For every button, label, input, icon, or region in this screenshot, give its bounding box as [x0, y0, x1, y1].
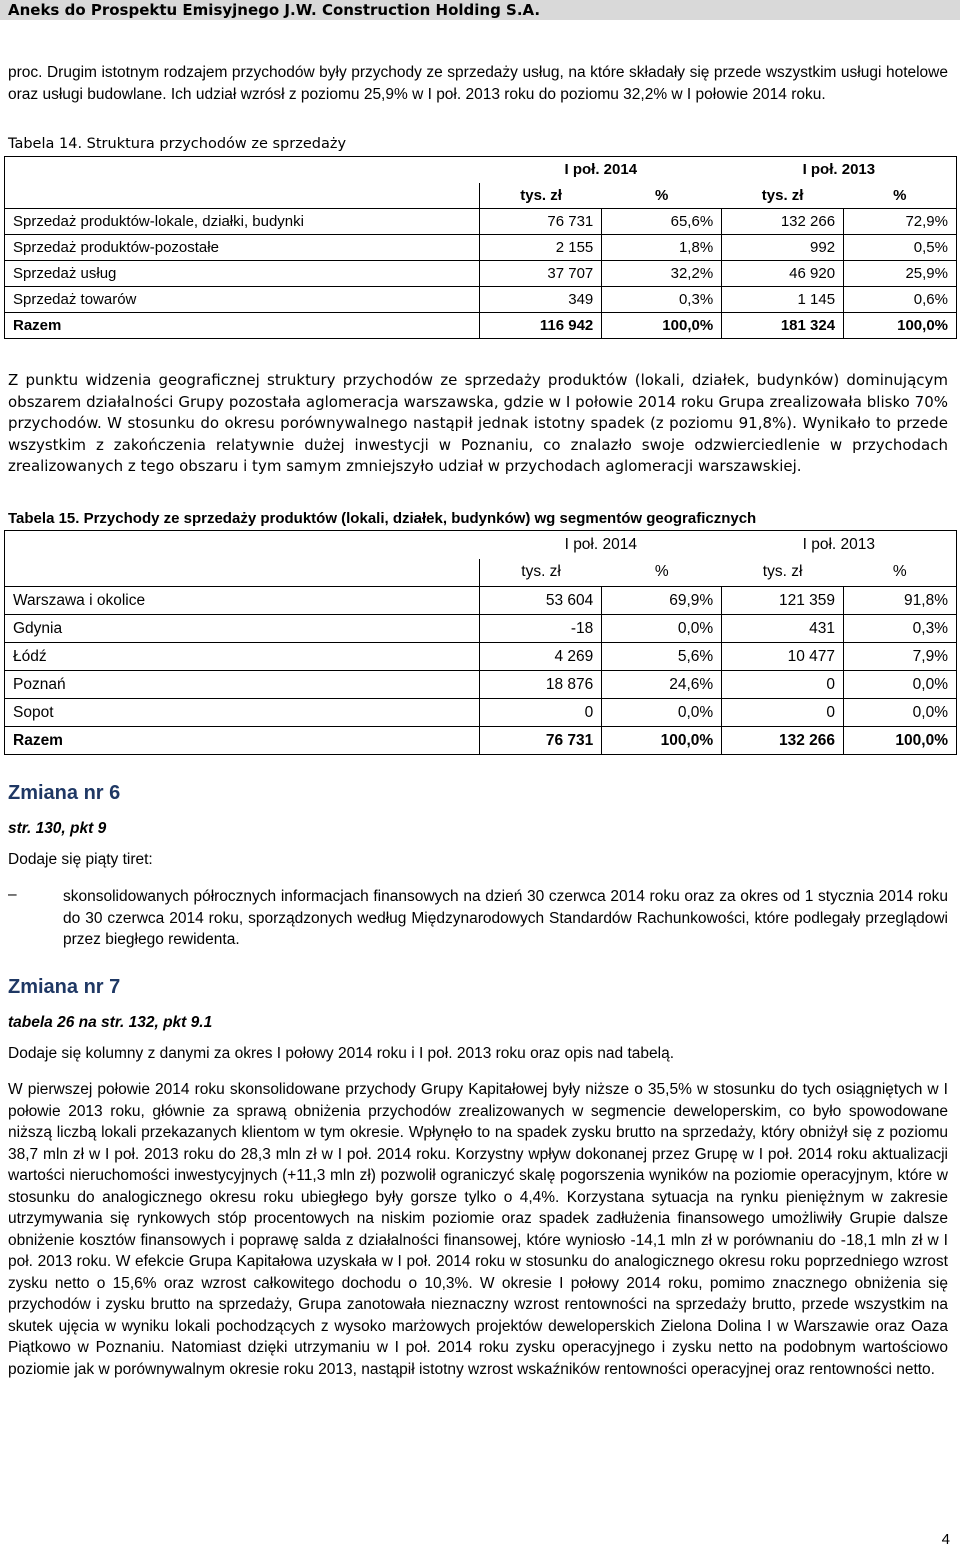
cell: 5,6%: [602, 643, 722, 671]
unit-header: tys. zł: [480, 183, 602, 209]
change7-heading: Zmiana nr 7: [8, 976, 121, 998]
table-total-row: [5, 727, 957, 755]
row-label: Warszawa i okolice: [5, 587, 480, 615]
cell: 25,9%: [844, 261, 957, 287]
pct-header: %: [602, 559, 722, 587]
change7-ref: tabela 26 na str. 132, pkt 9.1: [8, 1014, 213, 1031]
cell: -18: [480, 615, 602, 643]
cell: 76 731: [480, 209, 602, 235]
cell: 181 324: [722, 313, 844, 339]
cell: 100,0%: [602, 313, 722, 339]
cell: 32,2%: [602, 261, 722, 287]
cell: 0: [722, 671, 844, 699]
table14-caption: Tabela 14. Struktura przychodów ze sprzedaży: [8, 136, 347, 152]
cell: 992: [722, 235, 844, 261]
cell: 0,3%: [844, 615, 957, 643]
table-header-row: [5, 183, 957, 209]
cell: 69,9%: [602, 587, 722, 615]
cell: 0,0%: [602, 615, 722, 643]
cell: 349: [480, 287, 602, 313]
cell: 100,0%: [844, 313, 957, 339]
table-row: [5, 287, 957, 313]
table-total-row: [5, 313, 957, 339]
table-row: [5, 699, 957, 727]
table-row: [5, 615, 957, 643]
pct-header: %: [844, 559, 957, 587]
cell: 1,8%: [602, 235, 722, 261]
change6-item: skonsolidowanych półrocznych informacjach finansowych na dzień 30 czerwca 2014 roku oraz za okres od 1 stycznia 2014 roku do 30 czerwca 2014 roku, sporządzonych według Międzynarodowych Standardów Rachunkowości, które podlegały przeglądowi przez biegłego rewidenta.: [63, 888, 948, 948]
cell: 100,0%: [602, 727, 722, 755]
cell: 0,6%: [844, 287, 957, 313]
table-row: [5, 261, 957, 287]
unit-header: tys. zł: [722, 183, 844, 209]
cell: 10 477: [722, 643, 844, 671]
change6-heading: Zmiana nr 6: [8, 782, 121, 804]
document-header: [0, 0, 960, 20]
change6-intro: Dodaje się piąty tiret:: [8, 851, 153, 868]
cell: 0: [480, 699, 602, 727]
table-row: [5, 209, 957, 235]
cell: 4 269: [480, 643, 602, 671]
row-label: Razem: [5, 727, 480, 755]
pct-header: %: [602, 183, 722, 209]
table-header-row: [5, 531, 957, 559]
cell: 2 155: [480, 235, 602, 261]
pct-header: %: [844, 183, 957, 209]
cell: 24,6%: [602, 671, 722, 699]
cell: 0,0%: [844, 699, 957, 727]
period-header: I poł. 2014: [480, 157, 722, 183]
row-label: Razem: [5, 313, 480, 339]
cell: 53 604: [480, 587, 602, 615]
header-title: Aneks do Prospektu Emisyjnego J.W. Construction Holding S.A.: [8, 1, 541, 19]
unit-header: tys. zł: [480, 559, 602, 587]
period-header: I poł. 2014: [480, 531, 722, 559]
cell: 72,9%: [844, 209, 957, 235]
change6-ref: str. 130, pkt 9: [8, 820, 107, 837]
cell: 91,8%: [844, 587, 957, 615]
cell: 100,0%: [844, 727, 957, 755]
cell: 46 920: [722, 261, 844, 287]
cell: 0,5%: [844, 235, 957, 261]
table-15: [4, 530, 957, 755]
row-label: Sprzedaż towarów: [5, 287, 480, 313]
cell: 76 731: [480, 727, 602, 755]
cell: 7,9%: [844, 643, 957, 671]
table15-caption: Tabela 15. Przychody ze sprzedaży produktów (lokali, działek, budynków) wg segmentów geograficznych: [8, 510, 757, 527]
cell: 121 359: [722, 587, 844, 615]
cell: 116 942: [480, 313, 602, 339]
change7-body: W pierwszej połowie 2014 roku skonsolidowane przychody Grupy Kapitałowej były niższe o 35,5% w stosunku do tych osiągniętych w I połowie 2013 roku, głównie za sprawą obniżenia przychodów zrealizowanych w segmencie deweloperskim, co było spowodowane niższą liczbą lokali przekazanych klientom w tym okresie. Wpłynęło to na spadek zysku brutto na sprzedaży, który obniżył się z poziomu 38,7 mln zł w I poł. 2013 roku do 28,3 mln zł w I poł. 2014 roku. Korzystny wpływ dokonanej przez Grupę w I poł. 2014 roku aktualizacji wartości nieruchomości inwestycyjnych (+11,3 mln zł) pozwolił ograniczyć skalę pogorszenia wyników na poziomie operacyjnym, które w stosunku do analogicznego okresu roku ubiegłego były gorsze tylko o 4,4%. Korzystana sytuacja na rynku pieniężnym w zakresie utrzymywania się rynkowych stóp procentowych na niskim poziomie oraz spadek zadłużenia finansowego umożliwiły Grupie dalsze obniżenie kosztów finansowych i poprawę salda z działalności finansowej, które wyniosło -14,1 mln zł w porównaniu do -18,1 mln zł w I poł. 2013 roku. W efekcie Grupa Kapitałowa uzyskała w I poł. 2014 roku w stosunku do analogicznego okresu roku poprzedniego wzrost zysku netto o 15,6% oraz wzrost całkowitego dochodu o 10,3%. W okresie I połowy 2014 roku, pomimo znacznego obniżenia się przychodów i zysku brutto na sprzedaży, Grupa zanotowała nieznaczny wzrost rentowności na sprzedaży brutto, przede wszystkim na skutek ujęcia w wyniku lokali pochodzących z wysoko marżowych projektów deweloperskich Zielona Dolina I w Warszawie oraz Oaza Piątkowo w Poznaniu. Natomiast dzięki utrzymaniu w I poł. 2014 roku zysku operacyjnego i zysku netto na podobnym wartościowo poziomie jak w porównywalnym okresie roku 2013, nastąpił istotny wzrost wskaźników rentowności operacyjnej oraz rentowności netto.: [8, 1081, 948, 1378]
cell: 0: [722, 699, 844, 727]
row-label: Łódź: [5, 643, 480, 671]
cell: 65,6%: [602, 209, 722, 235]
intro-paragraph: proc. Drugim istotnym rodzajem przychodów były przychody ze sprzedaży usług, na które składały się przede wszystkim usługi hotelowe oraz usługi budowlane. Ich udział wzrósł z poziomu 25,9% w I poł. 2013 roku do poziomu 32,2% w I połowie 2014 roku.: [8, 64, 948, 103]
dash-bullet: –: [8, 886, 17, 903]
table-row: [5, 643, 957, 671]
page-number: 4: [941, 1531, 950, 1548]
table-header-row: [5, 559, 957, 587]
cell: 0,0%: [602, 699, 722, 727]
period-header: I poł. 2013: [722, 157, 957, 183]
table-header-row: [5, 157, 957, 183]
cell: 37 707: [480, 261, 602, 287]
row-label: Sprzedaż usług: [5, 261, 480, 287]
row-label: Sopot: [5, 699, 480, 727]
row-label: Sprzedaż produktów-pozostałe: [5, 235, 480, 261]
table-row: [5, 671, 957, 699]
row-label: Gdynia: [5, 615, 480, 643]
cell: 0,3%: [602, 287, 722, 313]
cell: 132 266: [722, 727, 844, 755]
cell: 0,0%: [844, 671, 957, 699]
row-label: Poznań: [5, 671, 480, 699]
table-row: [5, 235, 957, 261]
table-row: [5, 587, 957, 615]
change7-intro: Dodaje się kolumny z danymi za okres I połowy 2014 roku i I poł. 2013 roku oraz opis nad tabelą.: [8, 1045, 675, 1062]
cell: 18 876: [480, 671, 602, 699]
cell: 431: [722, 615, 844, 643]
period-header: I poł. 2013: [722, 531, 957, 559]
cell: 132 266: [722, 209, 844, 235]
table-14: [4, 156, 957, 339]
unit-header: tys. zł: [722, 559, 844, 587]
cell: 1 145: [722, 287, 844, 313]
geo-paragraph: Z punktu widzenia geograficznej struktury przychodów ze sprzedaży produktów (lokali, działek, budynków) dominującym obszarem działalności Grupy pozostała aglomeracja warszawska, gdzie w I połowie 2014 roku Grupa zrealizowała blisko 70% przychodów. W stosunku do okresu porównywalnego nastąpił jednak istotny spadek (z poziomu 91,8%). Wynikało to przede wszystkim z zakończenia relatywnie dużej inwestycji w Poznaniu, co znalazło swoje odzwierciedlenie w przychodach zrealizowanych z tego obszaru i tym samym zmniejszyło udział w przychodach aglomeracji warszawskiej.: [8, 371, 948, 475]
row-label: Sprzedaż produktów-lokale, działki, budynki: [5, 209, 480, 235]
